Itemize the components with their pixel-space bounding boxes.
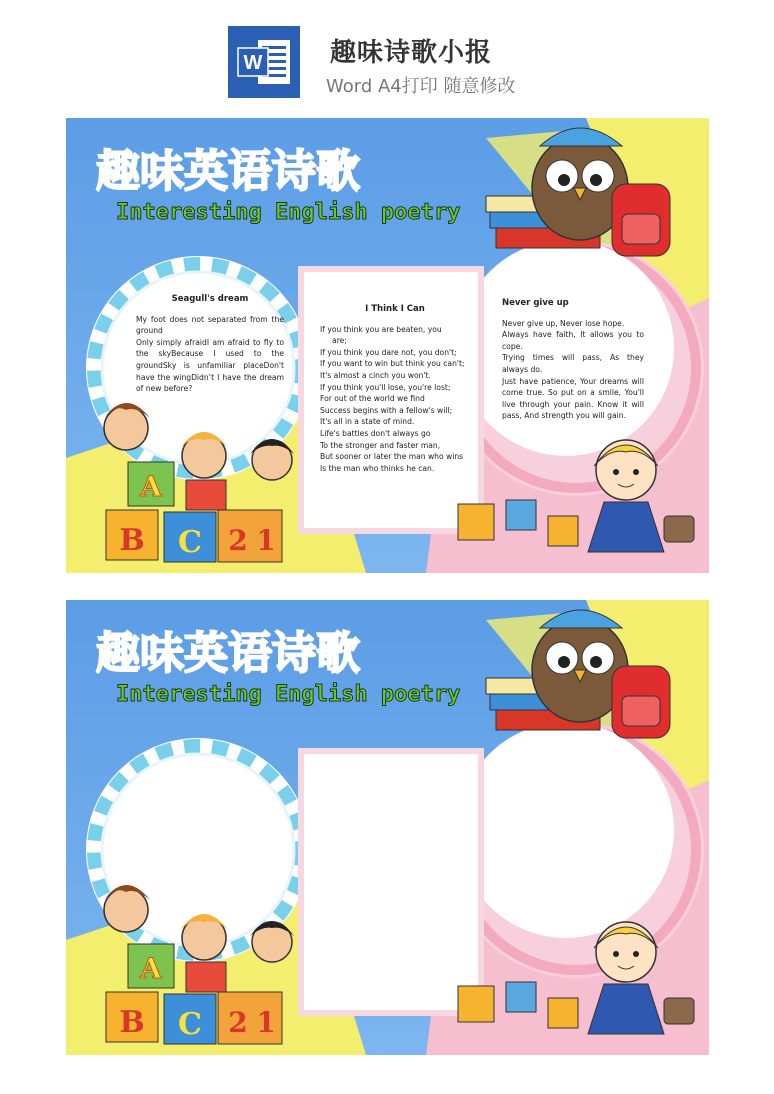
newspaper-template-filled	[66, 118, 709, 573]
poem-line: Success begins with a fellow's will;	[320, 405, 453, 415]
poem-line: If you think you are beaten, you	[320, 324, 442, 334]
poem-left	[136, 294, 284, 395]
poem-line: To the stronger and faster man,	[320, 440, 441, 450]
poem-right	[502, 298, 644, 422]
heading-cn: 趣味英语诗歌	[96, 146, 360, 197]
poem-line: Never give up, Never lose hope.	[502, 318, 625, 328]
poem-line: Always have faith, It allows you to cope.	[502, 330, 644, 351]
poem-line: But sooner or later the man who wins	[320, 452, 464, 462]
poem-line: If you want to win but think you can't;	[320, 359, 465, 369]
poem-line: If you think you'll lose, you're lost;	[320, 382, 451, 392]
heading-en: Interesting English poetry	[116, 200, 461, 225]
poem-line: Trying times will pass, As they always do.	[502, 353, 644, 374]
poem-line: My foot does not separated from the ground	[136, 314, 284, 336]
block-digit: 2	[228, 1006, 248, 1039]
poem-title: Never give up	[502, 298, 569, 308]
heading-cn: 趣味英语诗歌	[96, 628, 360, 679]
poem-line: Is the man who thinks he can.	[320, 463, 435, 473]
block-letter: A	[140, 952, 162, 985]
poem-line: It's all in a state of mind.	[320, 417, 415, 427]
poem-line: Only simply afraidI am afraid to fly to the skyBecause I used to the groundSky is unfamiliar placeDon't have the wingDidn’t I have the dream of new before?	[136, 337, 284, 394]
poem-line: are;	[320, 336, 347, 346]
block-letter: B	[119, 1005, 145, 1040]
block-letter: C	[178, 525, 202, 560]
word-icon	[228, 26, 300, 98]
poem-title: I Think I Can	[365, 304, 425, 314]
word-icon-letter: W	[243, 52, 263, 74]
header	[0, 0, 774, 110]
poem-line: It's almost a cinch you won't.	[320, 370, 431, 380]
block-digit: 1	[256, 1006, 276, 1039]
poem-line: Just have patience, Your dreams will come true. So put on a smile, You'll live through your pain. Know it will pass, And strength you will gain.	[502, 376, 644, 421]
block-digit: 2	[228, 524, 248, 557]
newspaper-template-blank	[66, 600, 709, 1055]
poem-middle	[320, 304, 470, 474]
block-digit: 1	[256, 524, 276, 557]
poem-line: If you think you dare not, you don't;	[320, 347, 457, 357]
heading-en: Interesting English poetry	[116, 682, 461, 707]
page-subtitle: Word A4打印 随意修改	[326, 76, 516, 97]
block-letter: B	[119, 523, 145, 558]
poem-line: Life's battles don't always go	[320, 428, 431, 438]
page-title: 趣味诗歌小报	[330, 38, 493, 68]
poem-title: Seagull's dream	[171, 294, 249, 304]
board-artwork	[66, 600, 709, 1055]
block-letter: C	[178, 1007, 202, 1042]
poem-line: For out of the world we find	[320, 394, 425, 404]
block-letter: A	[140, 470, 162, 503]
